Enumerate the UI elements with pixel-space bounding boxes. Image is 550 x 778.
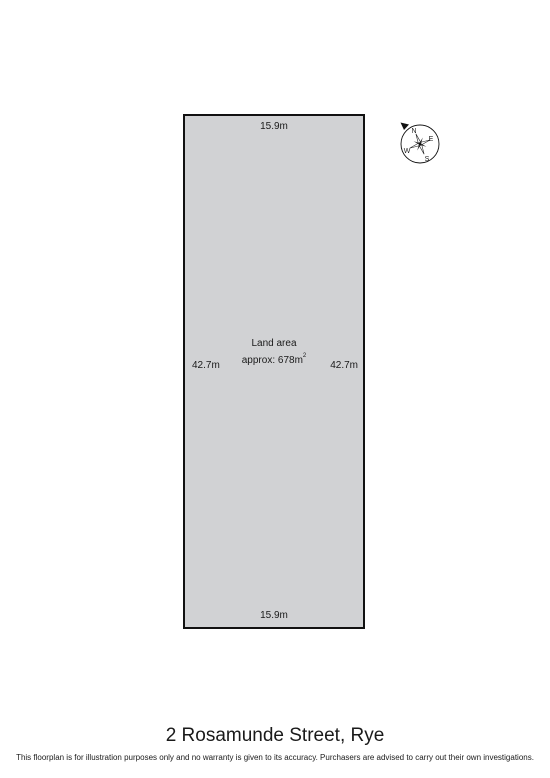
land-area-title: Land area: [251, 338, 297, 349]
compass-rose-icon: [390, 114, 446, 170]
compass-west-label: W: [403, 148, 411, 155]
property-title: 2 Rosamunde Street, Rye: [165, 725, 385, 746]
land-area-value: approx: 678m: [241, 355, 303, 366]
disclaimer-text: This floorplan is for illustration purposes only and no warranty is given to its accuracy. Purchasers are advised to carry out their own investigations.: [16, 753, 534, 762]
dimension-left-label: 42.7m: [192, 360, 220, 371]
dimension-bottom-label: 15.9m: [260, 610, 288, 621]
north-pointer-icon: [401, 123, 410, 131]
land-area-unit-superscript: 2: [302, 353, 307, 359]
compass-east-label: E: [428, 136, 434, 143]
land-parcel: [183, 114, 365, 629]
dimension-top-label: 15.9m: [260, 121, 288, 132]
compass-south-label: S: [424, 156, 430, 163]
compass-north-label: N: [411, 128, 417, 135]
dimension-right-label: 42.7m: [330, 360, 358, 371]
